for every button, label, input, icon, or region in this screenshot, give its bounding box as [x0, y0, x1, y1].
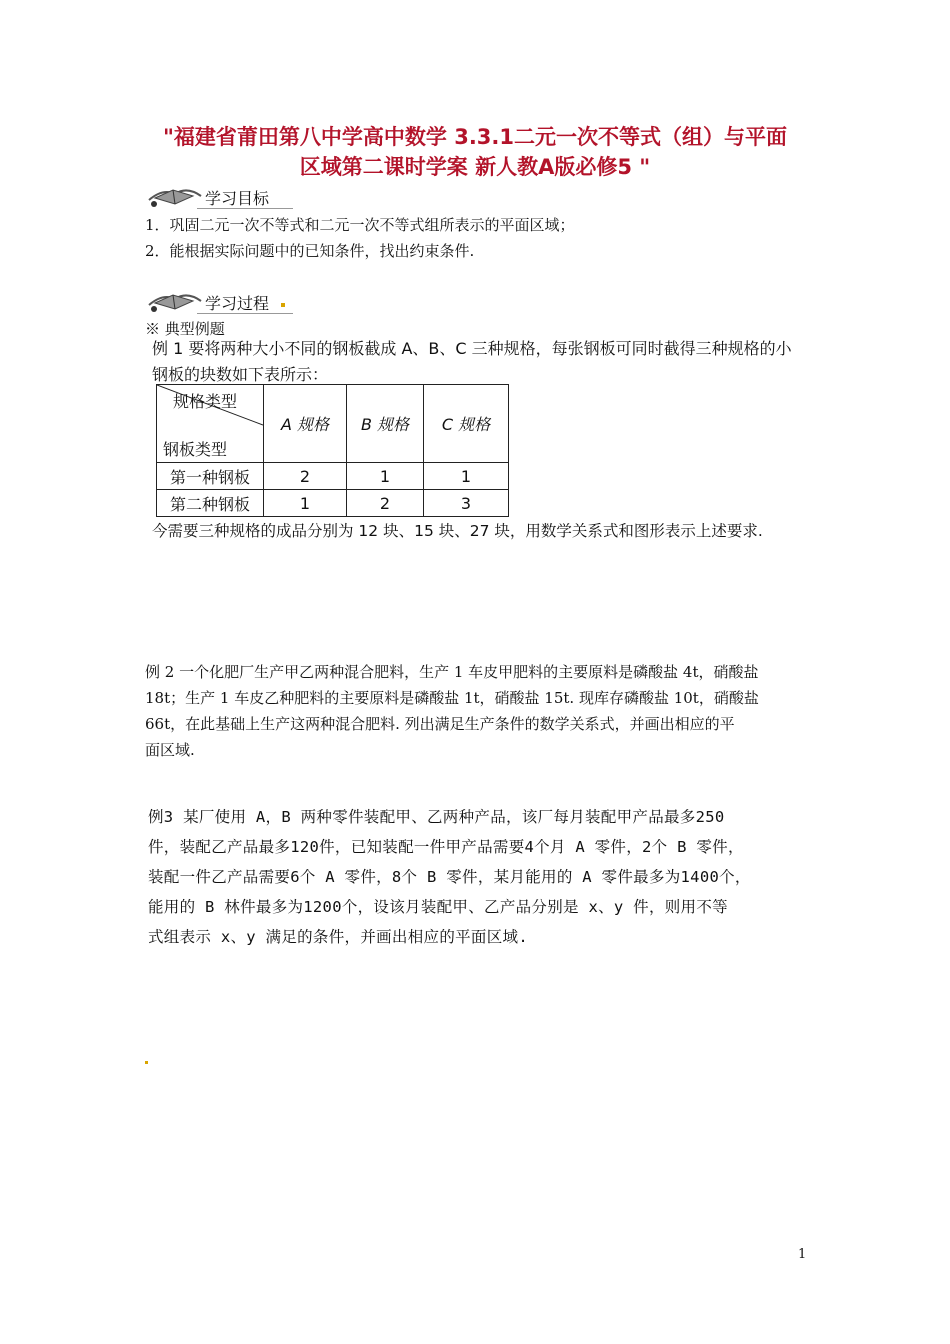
- goal-item-2: 2．能根据实际问题中的已知条件，找出约束条件.: [145, 242, 475, 260]
- example-3-line-5: 式组表示 x、y 满足的条件，并画出相应的平面区域.: [148, 928, 528, 946]
- example-3-line-3: 装配一件乙产品需要6个 A 零件，8个 B 零件，某月能用的 A 零件最多为1400个，: [148, 868, 751, 886]
- header-a: A 规格: [264, 385, 347, 463]
- example-1-line-1: 例 1 要将两种大小不同的钢板截成 A、B、C 三种规格，每张钢板可同时截得三种规格的小: [152, 339, 792, 358]
- example-2-line-2: 18t；生产 1 车皮乙种肥料的主要原料是磷酸盐 1t，硝酸盐 15t. 现库存磷酸盐 10t，硝酸盐: [145, 689, 759, 707]
- table-cell: 1: [424, 463, 509, 490]
- table-header-row: [157, 385, 509, 463]
- header-b: B 规格: [347, 385, 424, 463]
- example-2-line-1: 例 2 一个化肥厂生产甲乙两种混合肥料，生产 1 车皮甲肥料的主要原料是磷酸盐 4t，硝酸盐: [145, 663, 759, 681]
- title-line-2: 区域第二课时学案 新人教A版必修5 ": [299, 155, 651, 179]
- table-cell: 3: [424, 490, 509, 517]
- dot-mark: [281, 303, 285, 307]
- table-cell: 1: [264, 490, 347, 517]
- example-2: [145, 659, 825, 763]
- example-2-line-3: 66t，在此基础上生产这两种混合肥料. 列出满足生产条件的数学关系式，并画出相应的平: [145, 715, 735, 733]
- example-3-line-2: 件，装配乙产品最多120件，已知装配一件甲产品需要4个月 A 零件，2个 B 零件，: [148, 838, 744, 856]
- dot-mark: [145, 1061, 148, 1064]
- goal-item-1: 1．巩固二元一次不等式和二元一次不等式组所表示的平面区域；: [145, 216, 575, 234]
- example-1: [152, 336, 832, 388]
- table-corner-cell: [157, 385, 264, 463]
- example-3: [148, 802, 828, 952]
- example-1-line-2: 钢板的块数如下表所示：: [152, 365, 329, 384]
- goals-list: [145, 212, 845, 264]
- process-section-header: [145, 283, 345, 313]
- table-row: [157, 490, 509, 517]
- book-icon: [145, 283, 203, 313]
- process-underline: [197, 313, 293, 314]
- examples-subheading: ※ 典型例题: [145, 320, 225, 338]
- table-cell: 2: [347, 490, 424, 517]
- goals-heading: 学习目标: [205, 189, 270, 208]
- title-line-1: "福建省莆田第八中学高中数学 3.3.1二元一次不等式（组）与平面: [162, 125, 788, 149]
- table-row: [157, 463, 509, 490]
- example-1-tail: 今需要三种规格的成品分别为 12 块、15 块、27 块，用数学关系式和图形表示上述要求.: [152, 522, 763, 540]
- header-c: C 规格: [424, 385, 509, 463]
- table-cell: 2: [264, 463, 347, 490]
- goals-underline: [197, 208, 293, 209]
- process-heading: 学习过程: [205, 294, 270, 313]
- row-label: 第一种钢板: [157, 463, 264, 490]
- example-3-line-4: 能用的 B 林件最多为1200个，设该月装配甲、乙产品分别是 x、y 件，则用不等: [148, 898, 728, 916]
- spec-table: [156, 384, 509, 517]
- example-3-line-1: 例3 某厂使用 A，B 两种零件装配甲、乙两种产品，该厂每月装配甲产品最多250: [148, 808, 725, 826]
- page-number: 1: [798, 1247, 807, 1262]
- goals-section-header: [145, 178, 345, 208]
- book-icon: [145, 178, 203, 208]
- row-label: 第二种钢板: [157, 490, 264, 517]
- table-cell: 1: [347, 463, 424, 490]
- corner-bottom-label: 钢板类型: [163, 440, 228, 459]
- example-2-line-4: 面区域.: [145, 741, 195, 759]
- corner-top-label: 规格类型: [173, 392, 238, 411]
- document-title: [120, 122, 830, 182]
